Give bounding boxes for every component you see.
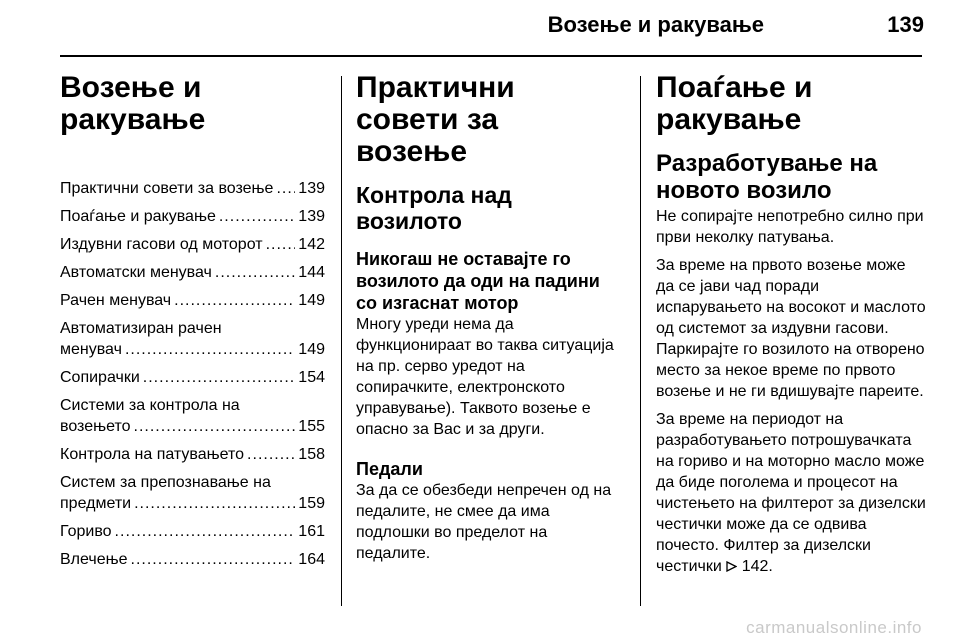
- toc-leader-dots: [125, 339, 295, 360]
- toc-entry[interactable]: [60, 178, 325, 199]
- toc-leader-dots: [247, 444, 295, 465]
- toc-entry-page: 139: [298, 180, 325, 197]
- toc-leader-dots: [276, 178, 295, 199]
- toc-entry[interactable]: [60, 206, 325, 227]
- toc-entry[interactable]: [60, 472, 325, 514]
- toc-entry-text: Рачен менувач: [60, 292, 172, 309]
- toc-entry[interactable]: [60, 318, 325, 360]
- toc-leader-dots: [215, 262, 295, 283]
- toc-leader-dots: [134, 493, 295, 514]
- toc-leader-dots: [219, 206, 295, 227]
- section-heading-vehicle-control: Контрола над возилото: [356, 182, 512, 234]
- toc-entry-text: Поаѓање и ракување: [60, 208, 216, 225]
- section-title-driving-tips: Практични совети за возење: [356, 71, 515, 168]
- column-driving-tips: [356, 72, 624, 564]
- toc-entry-line1: Систем за препознавање на: [60, 474, 271, 491]
- toc-leader-dots: [115, 521, 296, 542]
- toc-entry-text: предмети: [60, 495, 132, 512]
- paragraph-running-in-1: Не сопирајте непотребно силно при први неколку патувања.: [656, 208, 924, 246]
- page-reference-arrow-icon: [726, 561, 737, 572]
- toc-entry-page: 164: [298, 551, 325, 568]
- column-starting: [656, 72, 926, 577]
- paragraph-running-in-2: За време на првото возење може да се јави чад поради испарувањето на восокот и маслото од системот за издувни гасови. Паркирајте го возилото на отворено место за некое време по првото возење и не ги вдишувајте пареите.: [656, 257, 926, 400]
- subsection-heading-pedals: Педали: [356, 459, 423, 479]
- page-number: 139: [887, 12, 924, 37]
- toc-entry-text: Сопирачки: [60, 369, 140, 386]
- toc-leader-dots: [134, 416, 296, 437]
- toc-entry[interactable]: [60, 262, 325, 283]
- toc-entry[interactable]: [60, 549, 325, 570]
- toc-entry-page: 155: [298, 418, 325, 435]
- toc-entry-page: 149: [298, 341, 325, 358]
- toc-entry[interactable]: [60, 367, 325, 388]
- toc-leader-dots: [266, 234, 296, 255]
- toc-entry-line1: Автоматизиран рачен: [60, 320, 222, 337]
- paragraph-running-in-3: [656, 409, 926, 577]
- toc-entry-text: менувач: [60, 341, 122, 358]
- toc-entry-text: Издувни гасови од моторот: [60, 236, 263, 253]
- section-heading-running-in: Разработување на новото возило: [656, 150, 878, 204]
- toc-entry-page: 159: [298, 495, 325, 512]
- toc-entry-page: 139: [298, 208, 325, 225]
- paragraph-engine-off: Многу уреди нема да функционираат во таква ситуација на пр. серво уредот на сопирачките, електронското управување). Таквото возење е опасно за Вас и за други.: [356, 316, 614, 438]
- header-rule: [60, 55, 922, 57]
- toc-entry-text: Практични совети за возење: [60, 180, 274, 197]
- section-title-starting: Поаѓање и ракување: [656, 71, 813, 136]
- toc-entry-text: Автоматски менувач: [60, 264, 212, 281]
- subsection-heading-engine-off: Никогаш не оставајте го возилото да оди на падини со изгаснат мотор: [356, 249, 600, 313]
- toc-entry-page: 144: [298, 264, 325, 281]
- column-divider-2: [640, 76, 641, 606]
- toc-entry[interactable]: [60, 521, 325, 542]
- watermark: carmanualsonline.info: [746, 618, 922, 637]
- header-title: Возење и ракување: [547, 12, 764, 37]
- toc-entry-page: 161: [298, 523, 325, 540]
- paragraph-pedals: За да се обезбеди непречен од на педалите, не смее да има подлошки во пределот на педалите.: [356, 482, 612, 562]
- toc-entry-text: возењето: [60, 418, 131, 435]
- toc-entry-text: Гориво: [60, 523, 112, 540]
- table-of-contents: [60, 178, 325, 570]
- toc-entry[interactable]: [60, 234, 325, 255]
- toc-entry-text: Контрола на патувањето: [60, 446, 245, 463]
- paragraph-running-in-3-text: За време на периодот на разработувањето потрошувачката на гориво и на моторно масло може да биде поголема и процесот на чистењето на филтерот за дизелски честички може да се одвива почесто. Филтер за дизелски честички: [656, 411, 926, 575]
- toc-entry[interactable]: [60, 444, 325, 465]
- toc-entry-line1: Системи за контрола на: [60, 397, 240, 414]
- toc-entry-page: 158: [298, 446, 325, 463]
- toc-leader-dots: [143, 367, 296, 388]
- toc-entry-page: 142: [298, 236, 325, 253]
- toc-entry[interactable]: [60, 395, 325, 437]
- column-contents: [60, 72, 325, 577]
- page-reference[interactable]: 142.: [741, 558, 773, 575]
- column-divider-1: [341, 76, 342, 606]
- toc-entry-text: Влечење: [60, 551, 128, 568]
- toc-leader-dots: [131, 549, 296, 570]
- toc-entry-page: 154: [298, 369, 325, 386]
- chapter-title: Возење и ракување: [60, 71, 206, 136]
- toc-leader-dots: [174, 290, 295, 311]
- toc-entry-page: 149: [298, 292, 325, 309]
- toc-entry[interactable]: [60, 290, 325, 311]
